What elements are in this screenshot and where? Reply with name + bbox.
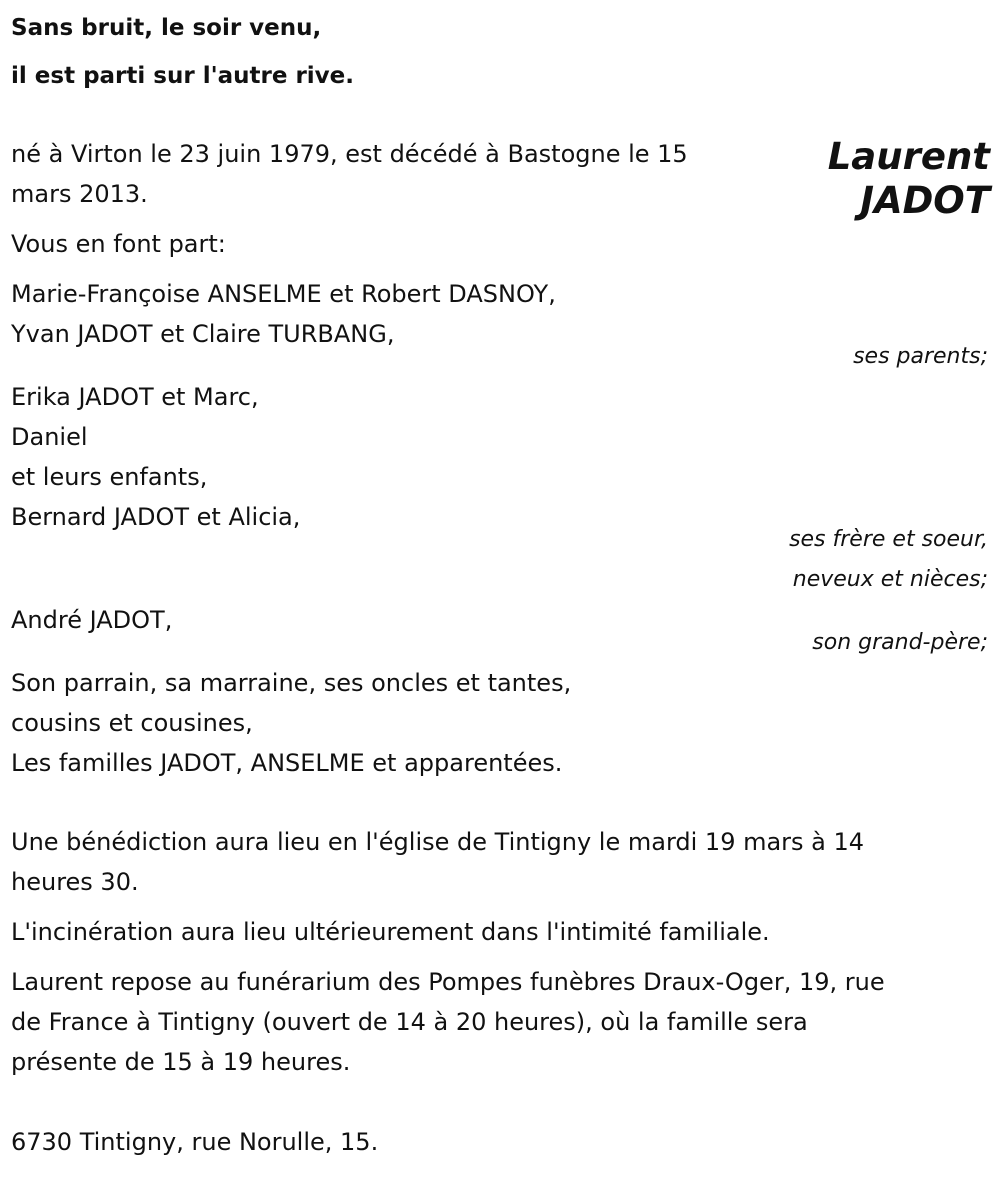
ceremony-line-1: Une bénédiction aura lieu en l'église de Tintigny le mardi 19 mars à 14	[11, 828, 865, 856]
rest-line-3: présente de 15 à 19 heures.	[11, 1048, 351, 1076]
siblings-line-1: Erika JADOT et Marc,	[11, 383, 259, 411]
siblings-line-3: et leurs enfants,	[11, 463, 208, 491]
rest-line-1: Laurent repose au funérarium des Pompes funèbres Draux-Oger, 19, rue	[11, 968, 885, 996]
siblings-role-line-1: ses frère et soeur,	[789, 527, 988, 552]
cremation-text: L'incinération aura lieu ultérieurement dans l'intimité familiale.	[11, 918, 770, 946]
announce-text: Vous en font part:	[11, 230, 226, 258]
grandfather-line: André JADOT,	[11, 606, 173, 634]
others-line-2: cousins et cousines,	[11, 709, 253, 737]
deceased-last-name: JADOT	[860, 179, 990, 222]
parents-line-2: Yvan JADOT et Claire TURBANG,	[11, 320, 395, 348]
siblings-line-4: Bernard JADOT et Alicia,	[11, 503, 301, 531]
parents-line-1: Marie-Françoise ANSELME et Robert DASNOY,	[11, 280, 556, 308]
epigraph-line-2: il est parti sur l'autre rive.	[11, 63, 355, 89]
others-line-3: Les familles JADOT, ANSELME et apparentées.	[11, 749, 563, 777]
birth-death-line-2: mars 2013.	[11, 180, 148, 208]
others-line-1: Son parrain, sa marraine, ses oncles et tantes,	[11, 669, 572, 697]
deceased-first-name: Laurent	[827, 135, 990, 178]
birth-death-line-1: né à Virton le 23 juin 1979, est décédé à Bastogne le 15	[11, 140, 688, 168]
rest-line-2: de France à Tintigny (ouvert de 14 à 20 heures), où la famille sera	[11, 1008, 808, 1036]
parents-role: ses parents;	[853, 344, 988, 369]
deceased-name	[828, 135, 990, 223]
grandfather-role: son grand-père;	[812, 630, 988, 655]
ceremony-line-2: heures 30.	[11, 868, 139, 896]
siblings-role-line-2: neveux et nièces;	[792, 567, 988, 592]
epigraph-line-1: Sans bruit, le soir venu,	[11, 15, 322, 41]
siblings-line-2: Daniel	[11, 423, 88, 451]
address-text: 6730 Tintigny, rue Norulle, 15.	[11, 1128, 379, 1156]
